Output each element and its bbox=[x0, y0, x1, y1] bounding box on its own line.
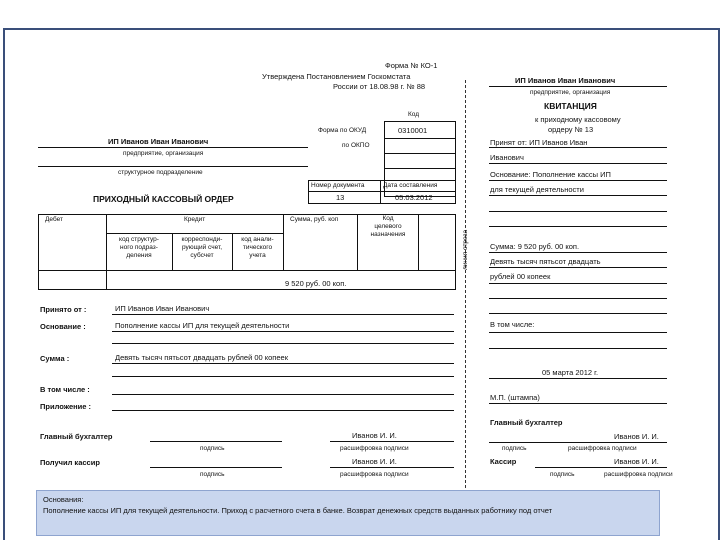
purpose-col-label: Код целевого назначения bbox=[370, 215, 406, 238]
doc-number: 13 bbox=[336, 193, 345, 202]
receipt-cashier-signature-caption: подпись bbox=[550, 471, 575, 478]
kod-label: Код bbox=[408, 111, 420, 118]
cashier-signature-caption: подпись bbox=[200, 471, 225, 478]
approved-line-2: России от 18.08.98 г. № 88 bbox=[333, 82, 426, 91]
sum-label: Сумма : bbox=[40, 354, 70, 363]
receipt-chief-signature-caption: подпись bbox=[502, 445, 527, 452]
receipt-received-1: Принят от: ИП Иванов Иван bbox=[490, 138, 588, 147]
receipt-basis-2: для текущей деятельности bbox=[490, 185, 584, 194]
credit-label: Кредит bbox=[184, 216, 206, 223]
basis-note bbox=[36, 490, 660, 536]
okud-label: Форма по ОКУД bbox=[318, 127, 367, 134]
table-sum-value: 9 520 руб. 00 коп. bbox=[285, 279, 347, 288]
receipt-date: 05 марта 2012 г. bbox=[542, 368, 599, 377]
sub-col-analytic: код анали- тического учета bbox=[241, 236, 274, 259]
sum-col-label: Сумма, руб. коп bbox=[290, 216, 339, 223]
okud-value: 0310001 bbox=[398, 126, 428, 135]
okpo-label: по ОКПО bbox=[342, 142, 370, 149]
receipt-sum-2: Девять тысяч пятьсот двадцать bbox=[490, 257, 601, 266]
chief-decode-caption: расшифровка подписи bbox=[340, 445, 409, 452]
receipt-received-2: Иванович bbox=[490, 153, 524, 162]
receipt-cashier-label: Кассир bbox=[490, 457, 517, 466]
attachment-label: Приложение : bbox=[40, 402, 92, 411]
cashier-name: Иванов И. И. bbox=[352, 457, 397, 466]
receipt-cashier-decode-caption: расшифровка подписи bbox=[604, 471, 673, 478]
receipt-chief-name: Иванов И. И. bbox=[614, 432, 659, 441]
receipt-org-name: ИП Иванов Иван Иванович bbox=[515, 76, 616, 85]
receipt-basis-1: Основание: Пополнение кассы ИП bbox=[490, 170, 611, 179]
form-number: Форма № КО-1 bbox=[385, 61, 438, 70]
dept-caption: структурное подразделение bbox=[118, 169, 203, 176]
note-title: Основания: bbox=[43, 495, 84, 504]
receipt-org-caption: предприятие, организация bbox=[530, 89, 611, 96]
chief-signature-caption: подпись bbox=[200, 445, 225, 452]
approved-line-1: Утверждена Постановлением Госкомстата bbox=[262, 72, 411, 81]
basis-label: Основание : bbox=[40, 322, 86, 331]
receipt-sum-1: Сумма: 9 520 руб. 00 коп. bbox=[490, 242, 580, 251]
received-label: Принято от : bbox=[40, 305, 87, 314]
receipt-cashier-name: Иванов И. И. bbox=[614, 457, 659, 466]
received-value: ИП Иванов Иван Иванович bbox=[115, 304, 210, 313]
receipt-including: В том числе: bbox=[490, 320, 535, 329]
receipt-stamp: М.П. (штампа) bbox=[490, 393, 540, 402]
cashier-decode-caption: расшифровка подписи bbox=[340, 471, 409, 478]
receipt-chief-decode-caption: расшифровка подписи bbox=[568, 445, 637, 452]
cut-line-label: линия отреза bbox=[462, 229, 469, 270]
chief-accountant-label: Главный бухгалтер bbox=[40, 432, 113, 441]
basis-value: Пополнение кассы ИП для текущей деятельности bbox=[115, 321, 290, 330]
date-label: Дата составления bbox=[383, 182, 438, 189]
chief-accountant-name: Иванов И. И. bbox=[352, 431, 397, 440]
sum-value: Девять тысяч пятьсот двадцать рублей 00 копеек bbox=[115, 353, 288, 362]
cashier-label: Получил кассир bbox=[40, 458, 100, 467]
org-caption: предприятие, организация bbox=[123, 150, 204, 157]
receipt-order-line-2: ордеру № 13 bbox=[548, 125, 594, 134]
receipt-sum-3: рублей 00 копеек bbox=[490, 272, 551, 281]
note-text: Пополнение кассы ИП для текущей деятельности. Приход с расчетного счета в банке. Возврат денежных средств выданных работнику под отчет bbox=[43, 506, 553, 515]
including-label: В том числе : bbox=[40, 385, 90, 394]
receipt-title: КВИТАНЦИЯ bbox=[544, 101, 597, 111]
sub-col-account: корреспонди- рующий счет, субсчет bbox=[181, 236, 223, 259]
doc-date: 05.03.2012 bbox=[395, 193, 433, 202]
debit-label: Дебет bbox=[45, 216, 63, 223]
org-name: ИП Иванов Иван Иванович bbox=[108, 137, 209, 146]
receipt-chief-label: Главный бухгалтер bbox=[490, 418, 563, 427]
order-title: ПРИХОДНЫЙ КАССОВЫЙ ОРДЕР bbox=[93, 194, 234, 204]
sub-col-structural: код структур- ного подраз- деления bbox=[119, 236, 159, 259]
receipt-order-line-1: к приходному кассовому bbox=[535, 115, 621, 124]
doc-number-label: Номер документа bbox=[311, 182, 365, 189]
cut-dashed-line bbox=[465, 80, 466, 488]
